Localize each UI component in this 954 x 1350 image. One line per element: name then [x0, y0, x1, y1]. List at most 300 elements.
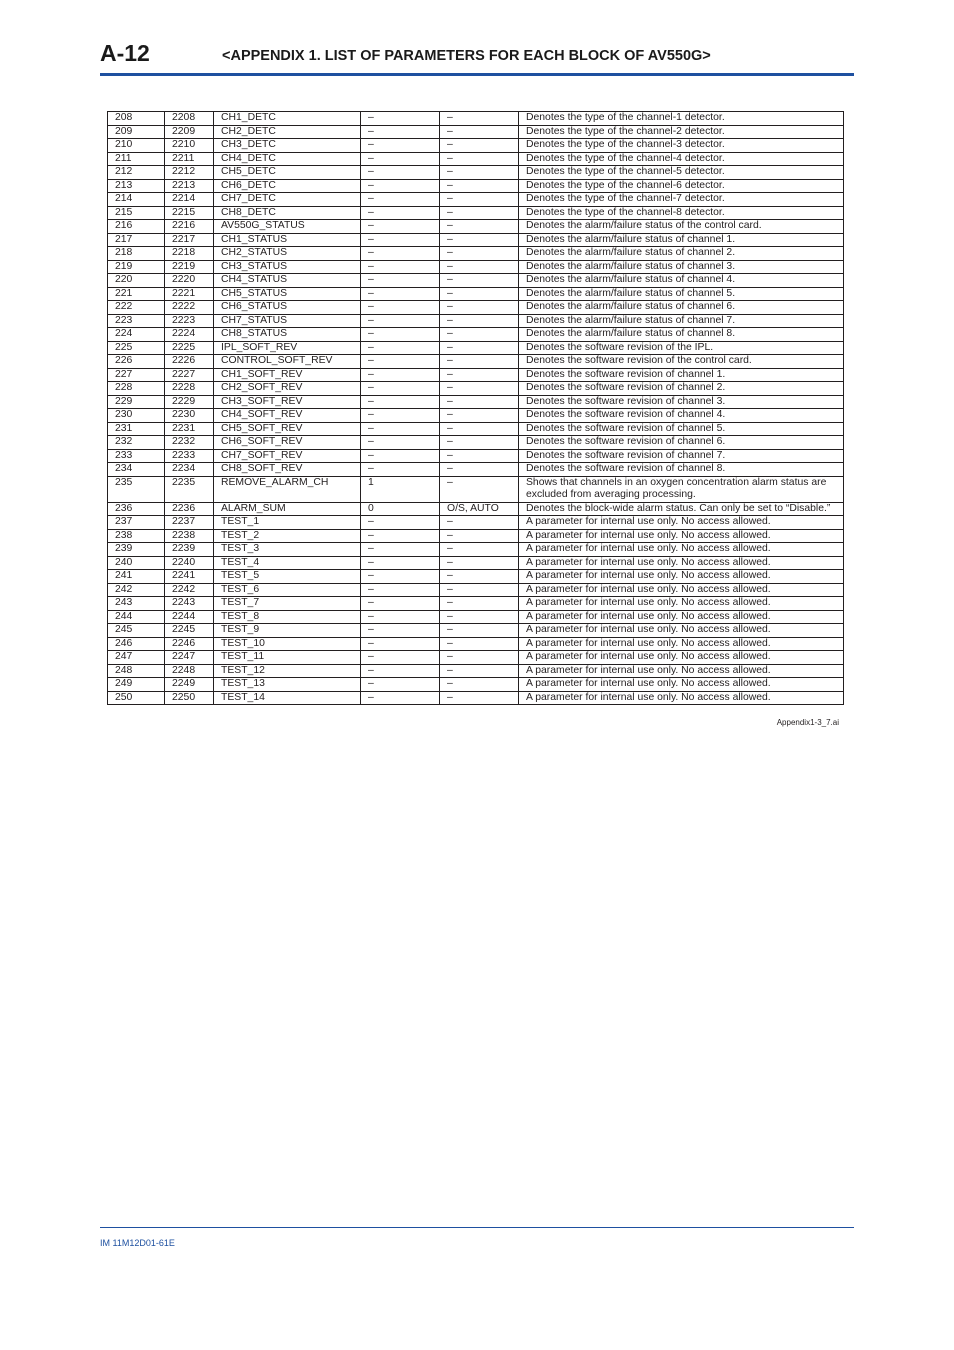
- factory-default-cell: –: [361, 233, 440, 247]
- relative-index-cell: 247: [108, 651, 165, 665]
- index-cell: 2225: [165, 341, 214, 355]
- table-row: [108, 233, 844, 247]
- explanation-cell: Denotes the alarm/failure status of channel 1.: [519, 233, 844, 247]
- explanation-cell: A parameter for internal use only. No access allowed.: [519, 664, 844, 678]
- explanation-cell: A parameter for internal use only. No access allowed.: [519, 610, 844, 624]
- footer-doc-number: IM 11M12D01-61E: [100, 1238, 175, 1248]
- write-mode-cell: –: [440, 664, 519, 678]
- factory-default-cell: –: [361, 624, 440, 638]
- index-cell: 2210: [165, 139, 214, 153]
- write-mode-cell: –: [440, 597, 519, 611]
- table-row: [108, 382, 844, 396]
- parameter-name-cell: TEST_2: [214, 529, 361, 543]
- explanation-cell: A parameter for internal use only. No access allowed.: [519, 637, 844, 651]
- relative-index-cell: 215: [108, 206, 165, 220]
- factory-default-cell: –: [361, 274, 440, 288]
- write-mode-cell: –: [440, 516, 519, 530]
- page-number: A-12: [100, 40, 150, 66]
- relative-index-cell: 216: [108, 220, 165, 234]
- write-mode-cell: –: [440, 409, 519, 423]
- relative-index-cell: 233: [108, 449, 165, 463]
- parameter-table-body: [108, 112, 844, 705]
- parameter-name-cell: CH5_STATUS: [214, 287, 361, 301]
- table-row: [108, 341, 844, 355]
- factory-default-cell: –: [361, 382, 440, 396]
- write-mode-cell: –: [440, 476, 519, 502]
- relative-index-cell: 223: [108, 314, 165, 328]
- index-cell: 2250: [165, 691, 214, 705]
- table-row: [108, 664, 844, 678]
- write-mode-cell: –: [440, 220, 519, 234]
- explanation-cell: Denotes the alarm/failure status of the control card.: [519, 220, 844, 234]
- factory-default-cell: –: [361, 556, 440, 570]
- parameter-name-cell: CH6_DETC: [214, 179, 361, 193]
- factory-default-cell: –: [361, 583, 440, 597]
- factory-default-cell: –: [361, 449, 440, 463]
- factory-default-cell: –: [361, 570, 440, 584]
- table-row: [108, 570, 844, 584]
- explanation-cell: Denotes the alarm/failure status of channel 4.: [519, 274, 844, 288]
- factory-default-cell: –: [361, 691, 440, 705]
- table-row: [108, 166, 844, 180]
- table-row: [108, 637, 844, 651]
- parameter-name-cell: TEST_1: [214, 516, 361, 530]
- parameter-name-cell: CH3_DETC: [214, 139, 361, 153]
- write-mode-cell: –: [440, 206, 519, 220]
- explanation-cell: A parameter for internal use only. No access allowed.: [519, 691, 844, 705]
- index-cell: 2215: [165, 206, 214, 220]
- relative-index-cell: 250: [108, 691, 165, 705]
- table-row: [108, 583, 844, 597]
- relative-index-cell: 232: [108, 436, 165, 450]
- parameter-name-cell: CH6_STATUS: [214, 301, 361, 315]
- table-row: [108, 436, 844, 450]
- table-row: [108, 125, 844, 139]
- table-row: [108, 247, 844, 261]
- write-mode-cell: –: [440, 436, 519, 450]
- explanation-cell: Denotes the type of the channel-8 detector.: [519, 206, 844, 220]
- parameter-name-cell: CH7_SOFT_REV: [214, 449, 361, 463]
- index-cell: 2249: [165, 678, 214, 692]
- factory-default-cell: –: [361, 610, 440, 624]
- factory-default-cell: –: [361, 247, 440, 261]
- factory-default-cell: –: [361, 422, 440, 436]
- index-cell: 2228: [165, 382, 214, 396]
- relative-index-cell: 240: [108, 556, 165, 570]
- index-cell: 2234: [165, 463, 214, 477]
- explanation-cell: A parameter for internal use only. No access allowed.: [519, 583, 844, 597]
- table-row: [108, 152, 844, 166]
- table-row: [108, 597, 844, 611]
- table-row: [108, 193, 844, 207]
- write-mode-cell: –: [440, 233, 519, 247]
- explanation-cell: Denotes the type of the channel-6 detector.: [519, 179, 844, 193]
- factory-default-cell: –: [361, 341, 440, 355]
- write-mode-cell: –: [440, 341, 519, 355]
- index-cell: 2222: [165, 301, 214, 315]
- index-cell: 2242: [165, 583, 214, 597]
- relative-index-cell: 234: [108, 463, 165, 477]
- factory-default-cell: –: [361, 125, 440, 139]
- write-mode-cell: –: [440, 382, 519, 396]
- relative-index-cell: 212: [108, 166, 165, 180]
- factory-default-cell: –: [361, 314, 440, 328]
- index-cell: 2246: [165, 637, 214, 651]
- index-cell: 2219: [165, 260, 214, 274]
- factory-default-cell: –: [361, 368, 440, 382]
- write-mode-cell: –: [440, 301, 519, 315]
- explanation-cell: Denotes the type of the channel-3 detector.: [519, 139, 844, 153]
- parameter-name-cell: CH4_DETC: [214, 152, 361, 166]
- relative-index-cell: 220: [108, 274, 165, 288]
- factory-default-cell: –: [361, 206, 440, 220]
- table-row: [108, 502, 844, 516]
- index-cell: 2243: [165, 597, 214, 611]
- factory-default-cell: –: [361, 301, 440, 315]
- explanation-cell: Denotes the software revision of the control card.: [519, 355, 844, 369]
- explanation-cell: Denotes the software revision of channel 7.: [519, 449, 844, 463]
- write-mode-cell: –: [440, 152, 519, 166]
- index-cell: 2224: [165, 328, 214, 342]
- table-row: [108, 422, 844, 436]
- table-row: [108, 260, 844, 274]
- factory-default-cell: –: [361, 166, 440, 180]
- index-cell: 2245: [165, 624, 214, 638]
- table-row: [108, 678, 844, 692]
- index-cell: 2239: [165, 543, 214, 557]
- factory-default-cell: –: [361, 220, 440, 234]
- factory-default-cell: –: [361, 395, 440, 409]
- explanation-cell: Denotes the type of the channel-7 detector.: [519, 193, 844, 207]
- explanation-cell: A parameter for internal use only. No access allowed.: [519, 678, 844, 692]
- explanation-cell: Denotes the alarm/failure status of channel 5.: [519, 287, 844, 301]
- relative-index-cell: 244: [108, 610, 165, 624]
- parameter-name-cell: CH1_STATUS: [214, 233, 361, 247]
- parameter-name-cell: CH3_STATUS: [214, 260, 361, 274]
- index-cell: 2218: [165, 247, 214, 261]
- parameter-name-cell: CH8_STATUS: [214, 328, 361, 342]
- factory-default-cell: –: [361, 328, 440, 342]
- parameter-name-cell: CH8_DETC: [214, 206, 361, 220]
- factory-default-cell: –: [361, 651, 440, 665]
- parameter-name-cell: CH1_SOFT_REV: [214, 368, 361, 382]
- index-cell: 2217: [165, 233, 214, 247]
- parameter-name-cell: CH7_STATUS: [214, 314, 361, 328]
- factory-default-cell: –: [361, 529, 440, 543]
- index-cell: 2208: [165, 112, 214, 126]
- index-cell: 2244: [165, 610, 214, 624]
- factory-default-cell: –: [361, 463, 440, 477]
- explanation-cell: Denotes the software revision of channel 5.: [519, 422, 844, 436]
- figure-label: Appendix1-3_7.ai: [776, 718, 839, 727]
- explanation-cell: A parameter for internal use only. No access allowed.: [519, 556, 844, 570]
- factory-default-cell: –: [361, 516, 440, 530]
- factory-default-cell: 1: [361, 476, 440, 502]
- index-cell: 2247: [165, 651, 214, 665]
- parameter-name-cell: TEST_13: [214, 678, 361, 692]
- table-row: [108, 476, 844, 502]
- parameter-name-cell: TEST_5: [214, 570, 361, 584]
- factory-default-cell: –: [361, 287, 440, 301]
- explanation-cell: Denotes the software revision of channel 6.: [519, 436, 844, 450]
- index-cell: 2235: [165, 476, 214, 502]
- index-cell: 2237: [165, 516, 214, 530]
- write-mode-cell: –: [440, 570, 519, 584]
- index-cell: 2226: [165, 355, 214, 369]
- index-cell: 2248: [165, 664, 214, 678]
- relative-index-cell: 248: [108, 664, 165, 678]
- parameter-name-cell: TEST_6: [214, 583, 361, 597]
- factory-default-cell: –: [361, 112, 440, 126]
- table-row: [108, 529, 844, 543]
- index-cell: 2213: [165, 179, 214, 193]
- explanation-cell: Denotes the alarm/failure status of channel 2.: [519, 247, 844, 261]
- table-row: [108, 287, 844, 301]
- write-mode-cell: –: [440, 247, 519, 261]
- factory-default-cell: –: [361, 355, 440, 369]
- factory-default-cell: 0: [361, 502, 440, 516]
- relative-index-cell: 236: [108, 502, 165, 516]
- factory-default-cell: –: [361, 436, 440, 450]
- parameter-name-cell: TEST_12: [214, 664, 361, 678]
- explanation-cell: A parameter for internal use only. No access allowed.: [519, 570, 844, 584]
- table-row: [108, 624, 844, 638]
- table-row: [108, 395, 844, 409]
- write-mode-cell: –: [440, 179, 519, 193]
- header-divider: [100, 73, 854, 76]
- parameter-name-cell: CH2_DETC: [214, 125, 361, 139]
- parameter-name-cell: CH7_DETC: [214, 193, 361, 207]
- relative-index-cell: 222: [108, 301, 165, 315]
- table-row: [108, 274, 844, 288]
- relative-index-cell: 229: [108, 395, 165, 409]
- table-row: [108, 179, 844, 193]
- write-mode-cell: –: [440, 651, 519, 665]
- factory-default-cell: –: [361, 637, 440, 651]
- explanation-cell: Denotes the alarm/failure status of channel 6.: [519, 301, 844, 315]
- table-row: [108, 449, 844, 463]
- explanation-cell: A parameter for internal use only. No access allowed.: [519, 516, 844, 530]
- table-row: [108, 409, 844, 423]
- factory-default-cell: –: [361, 664, 440, 678]
- index-cell: 2232: [165, 436, 214, 450]
- table-row: [108, 556, 844, 570]
- index-cell: 2229: [165, 395, 214, 409]
- write-mode-cell: –: [440, 395, 519, 409]
- table-row: [108, 139, 844, 153]
- write-mode-cell: –: [440, 556, 519, 570]
- write-mode-cell: –: [440, 691, 519, 705]
- parameter-name-cell: CH5_DETC: [214, 166, 361, 180]
- write-mode-cell: –: [440, 368, 519, 382]
- relative-index-cell: 226: [108, 355, 165, 369]
- parameter-name-cell: CH2_STATUS: [214, 247, 361, 261]
- index-cell: 2238: [165, 529, 214, 543]
- factory-default-cell: –: [361, 597, 440, 611]
- explanation-cell: A parameter for internal use only. No access allowed.: [519, 597, 844, 611]
- explanation-cell: Denotes the type of the channel-5 detector.: [519, 166, 844, 180]
- explanation-cell: Denotes the software revision of channel 1.: [519, 368, 844, 382]
- index-cell: 2211: [165, 152, 214, 166]
- write-mode-cell: –: [440, 529, 519, 543]
- parameter-name-cell: CH1_DETC: [214, 112, 361, 126]
- parameter-table: [107, 111, 844, 705]
- index-cell: 2220: [165, 274, 214, 288]
- factory-default-cell: –: [361, 139, 440, 153]
- table-row: [108, 301, 844, 315]
- parameter-name-cell: TEST_14: [214, 691, 361, 705]
- table-row: [108, 516, 844, 530]
- explanation-cell: Shows that channels in an oxygen concentration alarm status are excluded from averaging processing.: [519, 476, 844, 502]
- index-cell: 2227: [165, 368, 214, 382]
- relative-index-cell: 237: [108, 516, 165, 530]
- table-row: [108, 463, 844, 477]
- write-mode-cell: –: [440, 112, 519, 126]
- explanation-cell: A parameter for internal use only. No access allowed.: [519, 529, 844, 543]
- parameter-name-cell: CH4_SOFT_REV: [214, 409, 361, 423]
- relative-index-cell: 243: [108, 597, 165, 611]
- factory-default-cell: –: [361, 152, 440, 166]
- write-mode-cell: –: [440, 637, 519, 651]
- parameter-name-cell: CH8_SOFT_REV: [214, 463, 361, 477]
- explanation-cell: Denotes the type of the channel-1 detector.: [519, 112, 844, 126]
- explanation-cell: Denotes the type of the channel-2 detector.: [519, 125, 844, 139]
- parameter-name-cell: TEST_3: [214, 543, 361, 557]
- relative-index-cell: 242: [108, 583, 165, 597]
- relative-index-cell: 210: [108, 139, 165, 153]
- table-row: [108, 328, 844, 342]
- index-cell: 2233: [165, 449, 214, 463]
- parameter-name-cell: CH2_SOFT_REV: [214, 382, 361, 396]
- page-title: <APPENDIX 1. LIST OF PARAMETERS FOR EACH BLOCK OF AV550G>: [222, 48, 711, 64]
- table-row: [108, 314, 844, 328]
- relative-index-cell: 219: [108, 260, 165, 274]
- relative-index-cell: 221: [108, 287, 165, 301]
- parameter-name-cell: CH4_STATUS: [214, 274, 361, 288]
- write-mode-cell: O/S, AUTO: [440, 502, 519, 516]
- index-cell: 2212: [165, 166, 214, 180]
- relative-index-cell: 238: [108, 529, 165, 543]
- write-mode-cell: –: [440, 422, 519, 436]
- write-mode-cell: –: [440, 355, 519, 369]
- write-mode-cell: –: [440, 125, 519, 139]
- table-row: [108, 543, 844, 557]
- relative-index-cell: 241: [108, 570, 165, 584]
- write-mode-cell: –: [440, 463, 519, 477]
- factory-default-cell: –: [361, 193, 440, 207]
- write-mode-cell: –: [440, 274, 519, 288]
- table-row: [108, 610, 844, 624]
- write-mode-cell: –: [440, 139, 519, 153]
- write-mode-cell: –: [440, 624, 519, 638]
- index-cell: 2231: [165, 422, 214, 436]
- relative-index-cell: 235: [108, 476, 165, 502]
- index-cell: 2216: [165, 220, 214, 234]
- explanation-cell: Denotes the alarm/failure status of channel 8.: [519, 328, 844, 342]
- table-row: [108, 355, 844, 369]
- relative-index-cell: 224: [108, 328, 165, 342]
- relative-index-cell: 245: [108, 624, 165, 638]
- parameter-name-cell: AV550G_STATUS: [214, 220, 361, 234]
- write-mode-cell: –: [440, 449, 519, 463]
- table-row: [108, 220, 844, 234]
- write-mode-cell: –: [440, 314, 519, 328]
- explanation-cell: A parameter for internal use only. No access allowed.: [519, 624, 844, 638]
- explanation-cell: Denotes the block-wide alarm status. Can only be set to “Disable.”: [519, 502, 844, 516]
- explanation-cell: Denotes the software revision of channel 4.: [519, 409, 844, 423]
- relative-index-cell: 218: [108, 247, 165, 261]
- explanation-cell: Denotes the software revision of the IPL.: [519, 341, 844, 355]
- index-cell: 2223: [165, 314, 214, 328]
- factory-default-cell: –: [361, 543, 440, 557]
- relative-index-cell: 208: [108, 112, 165, 126]
- relative-index-cell: 246: [108, 637, 165, 651]
- table-row: [108, 651, 844, 665]
- parameter-name-cell: TEST_8: [214, 610, 361, 624]
- relative-index-cell: 214: [108, 193, 165, 207]
- index-cell: 2214: [165, 193, 214, 207]
- relative-index-cell: 225: [108, 341, 165, 355]
- parameter-name-cell: CH3_SOFT_REV: [214, 395, 361, 409]
- write-mode-cell: –: [440, 287, 519, 301]
- relative-index-cell: 213: [108, 179, 165, 193]
- relative-index-cell: 228: [108, 382, 165, 396]
- write-mode-cell: –: [440, 193, 519, 207]
- factory-default-cell: –: [361, 179, 440, 193]
- parameter-name-cell: TEST_9: [214, 624, 361, 638]
- explanation-cell: Denotes the software revision of channel 2.: [519, 382, 844, 396]
- index-cell: 2209: [165, 125, 214, 139]
- write-mode-cell: –: [440, 328, 519, 342]
- relative-index-cell: 211: [108, 152, 165, 166]
- explanation-cell: Denotes the software revision of channel 8.: [519, 463, 844, 477]
- write-mode-cell: –: [440, 583, 519, 597]
- relative-index-cell: 239: [108, 543, 165, 557]
- explanation-cell: Denotes the alarm/failure status of channel 7.: [519, 314, 844, 328]
- parameter-name-cell: TEST_4: [214, 556, 361, 570]
- factory-default-cell: –: [361, 260, 440, 274]
- index-cell: 2230: [165, 409, 214, 423]
- parameter-name-cell: REMOVE_ALARM_CH: [214, 476, 361, 502]
- parameter-name-cell: IPL_SOFT_REV: [214, 341, 361, 355]
- table-row: [108, 112, 844, 126]
- table-row: [108, 206, 844, 220]
- footer-divider: [100, 1227, 854, 1228]
- explanation-cell: A parameter for internal use only. No access allowed.: [519, 651, 844, 665]
- relative-index-cell: 217: [108, 233, 165, 247]
- explanation-cell: A parameter for internal use only. No access allowed.: [519, 543, 844, 557]
- index-cell: 2241: [165, 570, 214, 584]
- parameter-name-cell: TEST_10: [214, 637, 361, 651]
- parameter-name-cell: TEST_11: [214, 651, 361, 665]
- relative-index-cell: 209: [108, 125, 165, 139]
- table-row: [108, 368, 844, 382]
- parameter-name-cell: ALARM_SUM: [214, 502, 361, 516]
- parameter-name-cell: CONTROL_SOFT_REV: [214, 355, 361, 369]
- relative-index-cell: 249: [108, 678, 165, 692]
- explanation-cell: Denotes the alarm/failure status of channel 3.: [519, 260, 844, 274]
- explanation-cell: Denotes the type of the channel-4 detector.: [519, 152, 844, 166]
- index-cell: 2236: [165, 502, 214, 516]
- explanation-cell: Denotes the software revision of channel 3.: [519, 395, 844, 409]
- write-mode-cell: –: [440, 166, 519, 180]
- index-cell: 2221: [165, 287, 214, 301]
- write-mode-cell: –: [440, 260, 519, 274]
- write-mode-cell: –: [440, 678, 519, 692]
- parameter-name-cell: CH6_SOFT_REV: [214, 436, 361, 450]
- relative-index-cell: 227: [108, 368, 165, 382]
- relative-index-cell: 230: [108, 409, 165, 423]
